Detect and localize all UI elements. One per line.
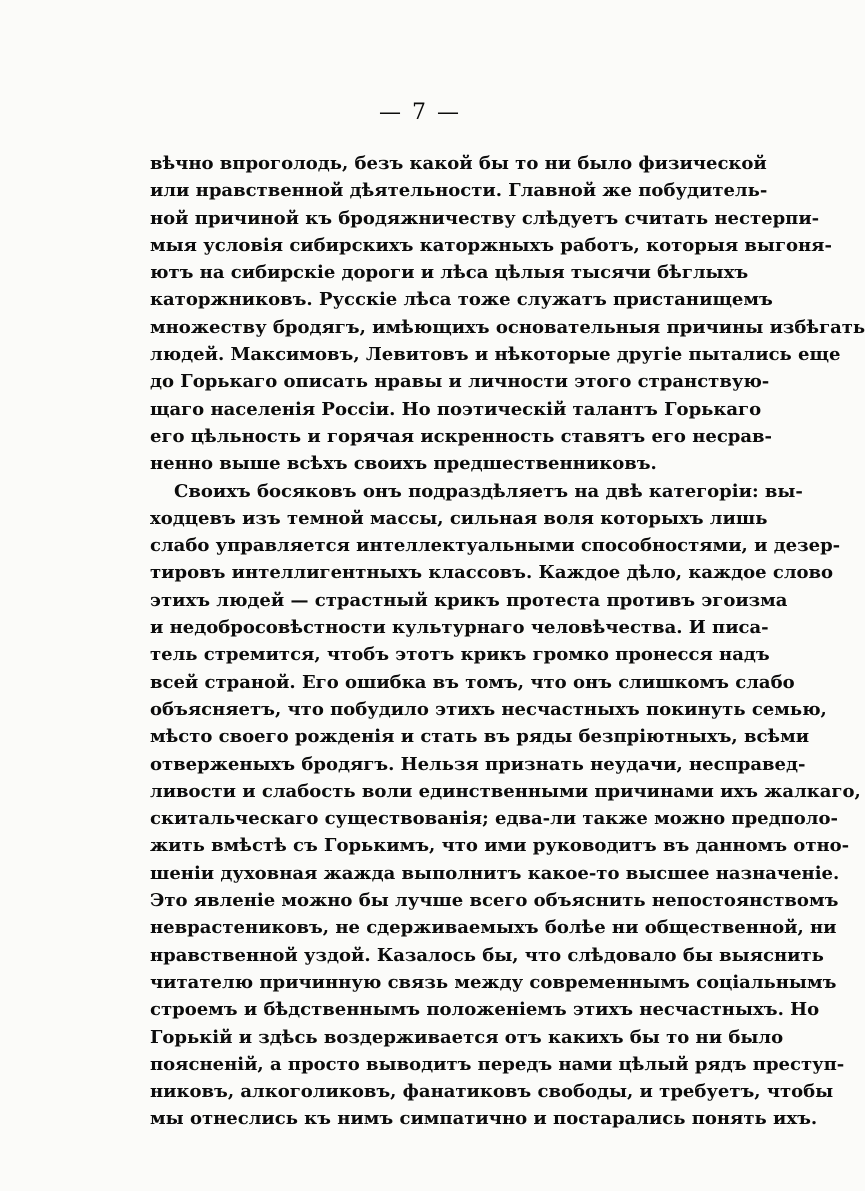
text-line: каторжниковъ. Русскіе лѣса тоже служатъ пристанищемъ: [150, 289, 773, 311]
text-line: никовъ, алкоголиковъ, фанатиковъ свободы, и требуетъ, чтобы: [150, 1081, 834, 1103]
text-line: ходцевъ изъ темной массы, сильная воля которыхъ лишь: [150, 507, 768, 529]
text-line: множеству бродягъ, имѣющихъ основательныя причины избѣгать: [150, 316, 865, 338]
body-text: [150, 150, 865, 1133]
text-line: жить вмѣстѣ съ Горькимъ, что ими руководитъ въ данномъ отно-: [150, 835, 850, 857]
text-line: его цѣльность и горячая искренность ставятъ его несрав-: [150, 425, 773, 447]
text-line: отверженыхъ бродягъ. Нельзя признать неудачи, несправед-: [150, 753, 806, 775]
text-line: объясняетъ, что побудило этихъ несчастныхъ покинуть семью,: [150, 698, 827, 720]
text-line: мыя условія сибирскихъ каторжныхъ работъ, которыя выгоня-: [150, 234, 832, 256]
text-line: всей страной. Его ошибка въ томъ, что онъ слишкомъ слабо: [150, 671, 795, 693]
text-line: ютъ на сибирскіе дороги и лѣса цѣлыя тысячи бѣглыхъ: [150, 262, 749, 284]
paragraph: [150, 150, 865, 478]
text-line: ливости и слабость воли единственными причинами ихъ жалкаго,: [150, 780, 861, 802]
text-line: вѣчно впроголодь, безъ какой бы то ни было физической: [150, 153, 767, 174]
text-line: этихъ людей — страстный крикъ протеста противъ эгоизма: [150, 589, 788, 611]
text-line: Это явленіе можно бы лучше всего объяснить непостоянствомъ: [150, 890, 839, 912]
page-number: — 7 —: [379, 100, 461, 125]
text-line: шеніи духовная жажда выполнитъ какое-то высшее назначеніе.: [150, 862, 840, 884]
text-line: ной причиной къ бродяжничеству слѣдуетъ считать нестерпи-: [150, 207, 820, 229]
text-line: Горькій и здѣсь воздерживается отъ какихъ бы то ни было: [150, 1026, 784, 1048]
text-line: скитальческаго существованія; едва-ли также можно предполо-: [150, 808, 838, 830]
text-line: читателю причинную связь между современнымъ соціальнымъ: [150, 971, 837, 993]
text-line: и недобросовѣстности культурнаго человѣчества. И писа-: [150, 617, 769, 639]
text-line: или нравственной дѣятельности. Главной же побудитель-: [150, 180, 768, 202]
paragraph: [150, 478, 861, 1133]
text-line: мы отнеслись къ нимъ симпатично и постарались понять ихъ.: [150, 1108, 818, 1130]
text-line: Своихъ босяковъ онъ подраздѣляетъ на двѣ категоріи: вы-: [174, 480, 803, 502]
text-line: людей. Максимовъ, Левитовъ и нѣкоторые другіе пытались еще: [150, 344, 841, 366]
text-line: тель стремится, чтобъ этотъ крикъ громко пронесся надъ: [150, 644, 770, 666]
text-line: тировъ интеллигентныхъ классовъ. Каждое дѣло, каждое слово: [150, 562, 834, 584]
text-line: строемъ и бѣдственнымъ положеніемъ этихъ несчастныхъ. Но: [150, 999, 820, 1021]
text-line: до Горькаго описать нравы и личности этого странствую-: [150, 371, 770, 393]
text-line: слабо управляется интеллектуальными способностями, и дезер-: [150, 535, 841, 557]
text-line: мѣсто своего рожденія и стать въ ряды безпріютныхъ, всѣми: [150, 726, 810, 748]
text-line: ненно выше всѣхъ своихъ предшественниковъ.: [150, 453, 657, 475]
text-line: щаго населенія Россіи. Но поэтическій талантъ Горькаго: [150, 398, 762, 420]
text-line: неврастениковъ, не сдерживаемыхъ болѣе ни общественной, ни: [150, 917, 837, 939]
text-line: нравственной уздой. Казалось бы, что слѣдовало бы выяснить: [150, 944, 824, 966]
text-line: поясненій, а просто выводитъ передъ нами цѣлый рядъ преступ-: [150, 1053, 845, 1075]
